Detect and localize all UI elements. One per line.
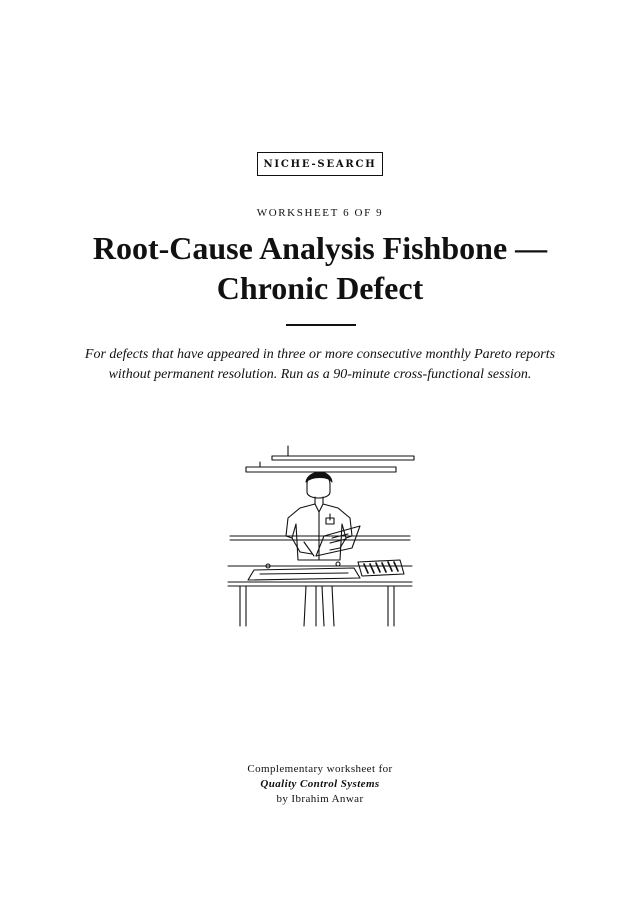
title-line-1: Root-Cause Analysis Fishbone — <box>92 230 548 266</box>
book-title: Quality Control Systems <box>260 778 380 790</box>
brand-label: NICHE-SEARCH <box>263 158 377 170</box>
page-subtitle <box>70 345 570 385</box>
title-divider <box>286 324 356 326</box>
brand-badge <box>257 152 383 176</box>
subtitle-line-2: without permanent resolution. Run as a 90-minute cross-functional session. <box>108 367 532 382</box>
credits-block <box>0 762 640 807</box>
worksheet-kicker: WORKSHEET 6 OF 9 <box>256 207 384 219</box>
inspector-at-workbench-illustration <box>220 440 420 630</box>
author-line: by Ibrahim Anwar <box>276 793 364 805</box>
title-line-2: Chronic Defect <box>216 270 424 306</box>
subtitle-line-1: For defects that have appeared in three or more consecutive monthly Pareto reports <box>84 347 556 362</box>
credits-intro: Complementary worksheet for <box>247 763 393 775</box>
page-title <box>20 228 620 308</box>
